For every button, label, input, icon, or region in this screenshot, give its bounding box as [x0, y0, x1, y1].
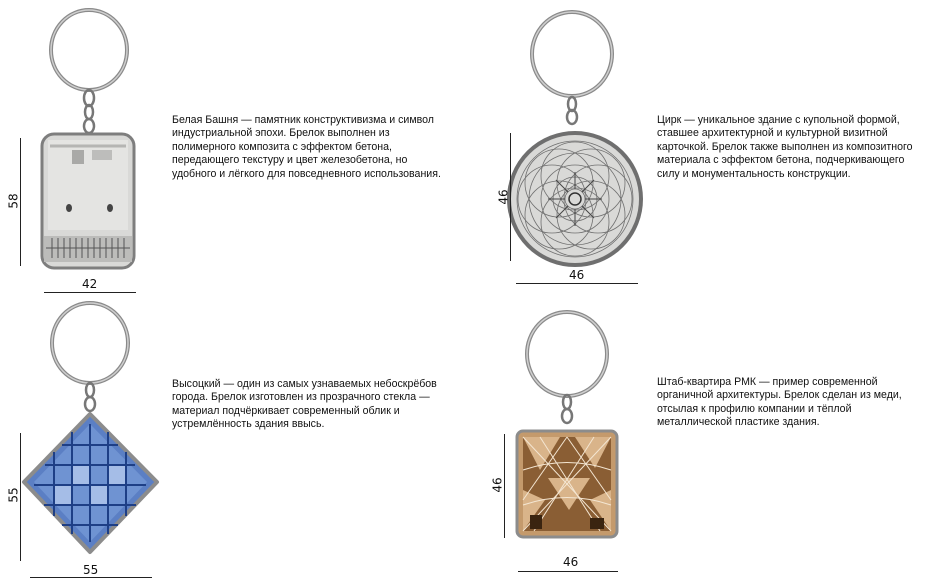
product-description: Белая Башня — памятник конструктивизма и символ индустриальной эпохи. Брелок выполнен из полимерного композита с эффектом бетона, передающего текстуру и цвет железобетона, но удобного и лёгкого для повседневного использования.	[172, 114, 441, 180]
width-label: 46	[569, 268, 585, 282]
width-label: 55	[83, 563, 99, 577]
width-dimension-line	[518, 571, 618, 572]
product-description: Штаб-квартира РМК — пример современной органичной архитектуры. Брелок сделан из меди, отсылая к профилю компании и тёплой металлической пластике здания.	[657, 376, 902, 429]
height-label: 46	[496, 189, 511, 205]
height-label: 58	[6, 193, 21, 209]
product-description: Цирк — уникальное здание с купольной формой, ставшее архитектурной и культурной визитной карточкой. Брелок также выполнен из композитного материала с эффектом бетона, подчеркивающего силу и монументальность конструкции.	[657, 114, 913, 180]
height-label: 55	[6, 487, 21, 503]
width-label: 46	[563, 555, 579, 569]
width-label: 42	[82, 277, 98, 291]
height-label: 46	[490, 477, 505, 493]
product-description: Высоцкий — один из самых узнаваемых небоскрёбов города. Брелок изготовлен из прозрачного стекла — материал подчёркивает современный облик и устремлённость здания ввысь.	[172, 378, 437, 431]
